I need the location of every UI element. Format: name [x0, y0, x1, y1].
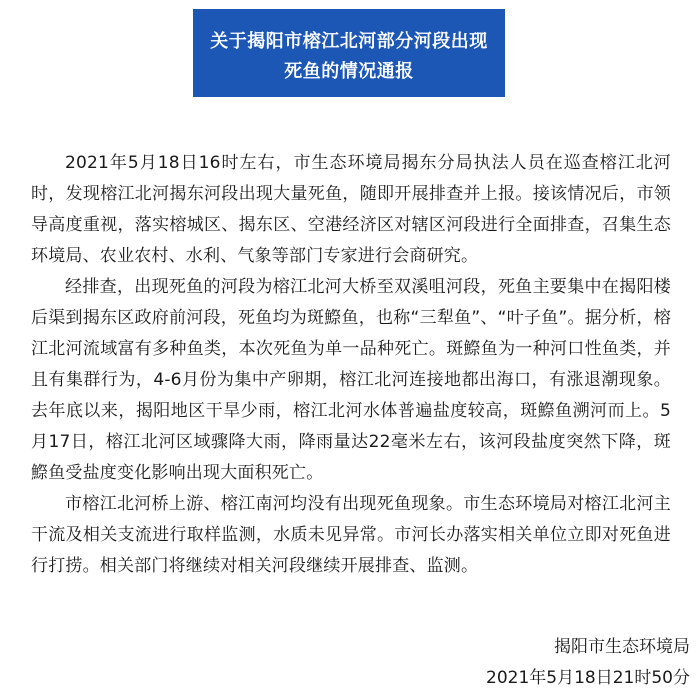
paragraph-1: 2021年5月18日16时左右，市生态环境局揭东分局执法人员在巡查榕江北河时，发现榕江北河揭东河段出现大量死鱼，随即开展排查并上报。接该情况后，市领导高度重视，落实榕城区、揭东区、空港经济区对辖区河段进行全面排查，召集生态环境局、农业农村、水利、气象等部门专家进行会商研究。 [31, 153, 671, 266]
title-line-1: 关于揭阳市榕江北河部分河段出现 [210, 31, 488, 52]
signature-block [486, 632, 690, 694]
report-body [31, 148, 671, 582]
signature-date: 2021年5月18日21时50分 [486, 668, 690, 688]
paragraph-2: 经排查，出现死鱼的河段为榕江北河大桥至双溪咀河段，死鱼主要集中在揭阳楼后渠到揭东区政府前河段，死鱼均为斑鰶鱼，也称“三犁鱼”、“叶子鱼”。据分析，榕江北河流域富有多种鱼类，本次死鱼为单一品种死亡。斑鰶鱼为一种河口性鱼类，并且有集群行为，4-6月份为集中产卵期，榕江北河连接地都出海口，有涨退潮现象。去年底以来，揭阳地区干旱少雨，榕江北河水体普遍盐度较高，斑鰶鱼溯河而上。5月17日，榕江北河区域骤降大雨，降雨量达22毫米左右，该河段盐度突然下降，斑鰶鱼受盐度变化影响出现大面积死亡。 [31, 277, 671, 483]
signature-org: 揭阳市生态环境局 [554, 637, 690, 657]
title-banner [193, 9, 505, 97]
title-line-2: 死鱼的情况通报 [284, 61, 414, 82]
paragraph-3: 市榕江北河桥上游、榕江南河均没有出现死鱼现象。市生态环境局对榕江北河主干流及相关支流进行取样监测，水质未见异常。市河长办落实相关单位立即对死鱼进行打捞。相关部门将继续对相关河段继续开展排查、监测。 [31, 494, 671, 576]
